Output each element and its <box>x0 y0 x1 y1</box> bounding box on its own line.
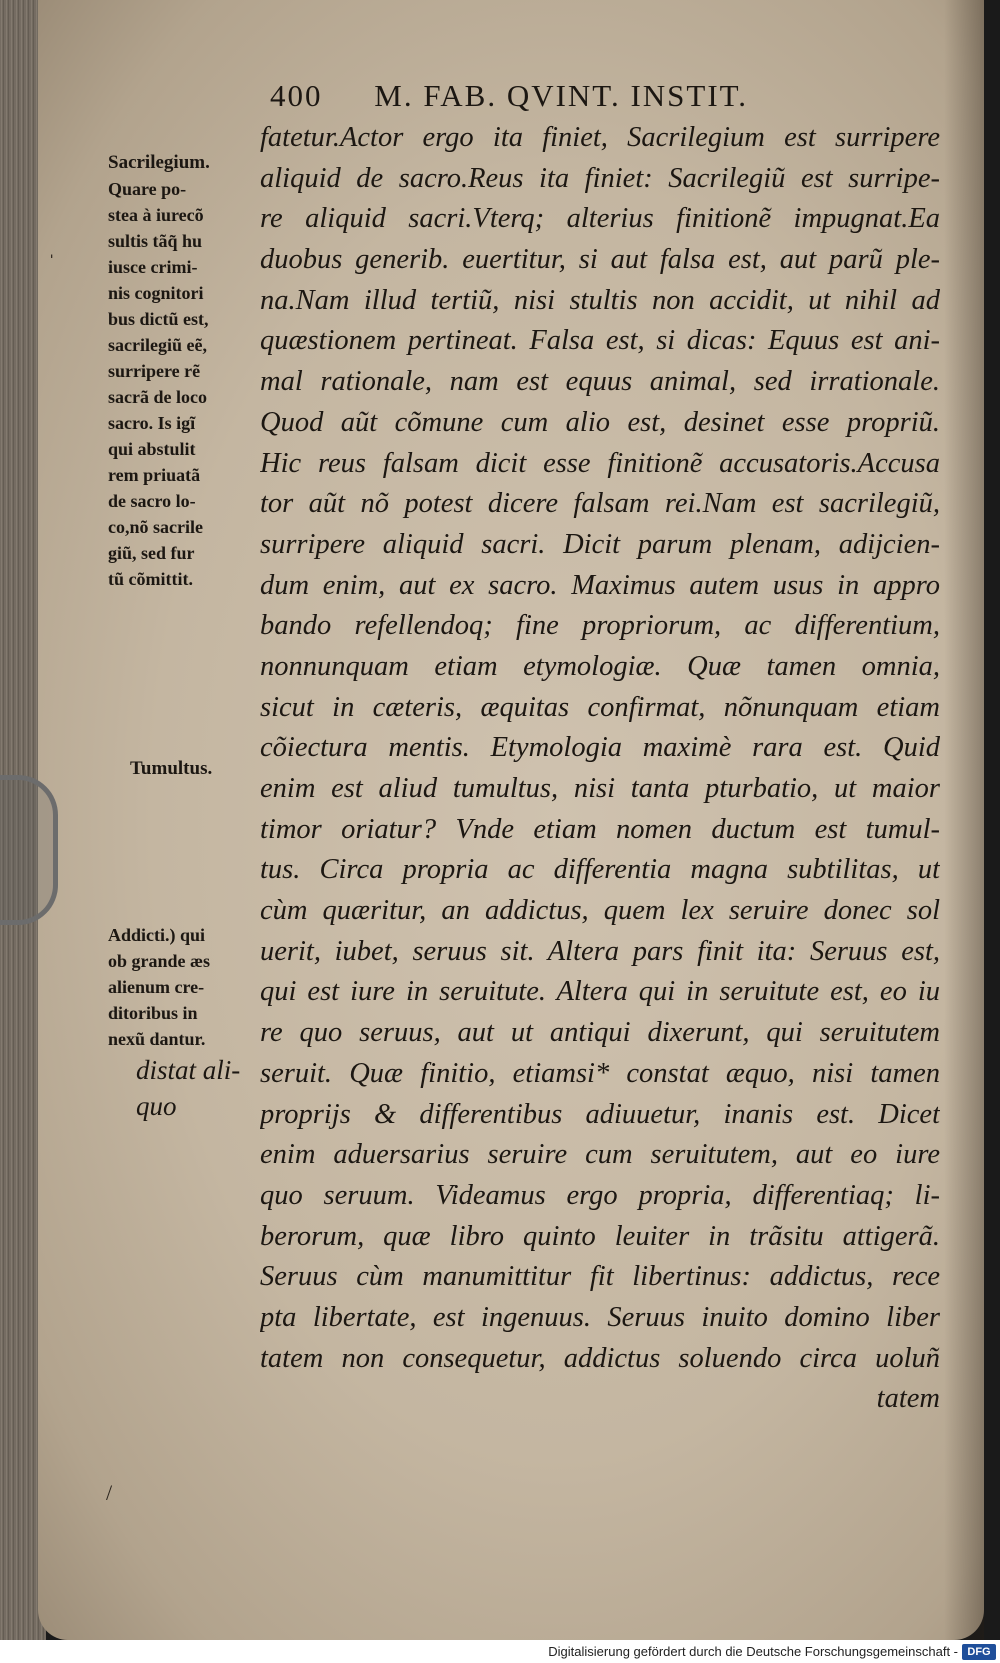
margin-note-line: tũ cõmittit. <box>108 569 193 589</box>
text-line: seruit. Quæ finitio, etiamsi* constat æquo, nisi tamen <box>260 1057 940 1089</box>
text-line: quæstionem pertineat. Falsa est, si dicas: Equus est ani- <box>260 325 940 357</box>
margin-note-line: iusce crimi- <box>108 257 198 277</box>
margin-note-line: ob grande æs <box>108 951 211 971</box>
text-line: berorum, quæ libro quinto leuiter in trãsitu attigerã. <box>260 1220 940 1252</box>
ink-mark: ˈ <box>48 250 56 275</box>
margin-note-heading: Sacrilegium. <box>108 152 210 173</box>
margin-note-line: co,nõ sacrile <box>108 517 203 537</box>
running-title: M. FAB. QVINT. INSTIT. <box>374 78 749 113</box>
text-line: uerit, iubet, seruus sit. Altera pars finit ita: Seruus est, <box>260 935 940 967</box>
footer-credit: Digitalisierung gefördert durch die Deutsche Forschungsgemeinschaft - <box>548 1644 958 1659</box>
text-line: Seruus cùm manumittitur fit libertinus: addictus, rece <box>260 1261 940 1293</box>
margin-note-line: sultis tãq̃ hu <box>108 231 203 251</box>
margin-note-line: sacrã de loco <box>108 387 207 407</box>
margin-note-line: Quare po- <box>108 179 187 199</box>
margin-note-line: ditoribus in <box>108 1003 198 1023</box>
running-head <box>270 78 890 122</box>
text-line: duobus generib. euertitur, si aut falsa est, aut parũ ple- <box>260 244 940 276</box>
margin-note-line: de sacro lo- <box>108 491 196 511</box>
footer-bar <box>0 1640 1000 1663</box>
handwritten-annotation: quo <box>136 1091 177 1121</box>
margin-note-sacrilegium <box>108 150 258 592</box>
text-line: cùm quæritur, an addictus, quem lex seruire donec sol <box>260 895 940 927</box>
gutter-shadow <box>944 0 984 1640</box>
margin-note-tumultus: Tumultus. <box>130 758 213 779</box>
margin-note-line: alienum cre- <box>108 977 205 997</box>
text-line: na.Nam illud tertiũ, nisi stultis non accidit, ut nihil ad <box>260 284 940 316</box>
margin-note-line: rem priuatã <box>108 465 201 485</box>
text-line: Quod aũt cõmune cum alio est, desinet esse propriũ. <box>260 406 940 438</box>
page-number: 400 <box>270 78 323 113</box>
text-line: pta libertate, est ingenuus. Seruus inuito domino liber <box>260 1301 940 1333</box>
text-line: bando refellendoq; fine propriorum, ac differentium, <box>260 610 940 642</box>
text-line: surripere aliquid sacri. Dicit parum plenam, adijcien- <box>260 528 940 560</box>
text-line: re quo seruus, aut ut antiqui dixerunt, qui seruitutem <box>260 1017 940 1049</box>
margin-note-line: nexũ dantur. <box>108 1029 206 1049</box>
margin-note-line: sacro. Is igĩ <box>108 413 196 433</box>
text-line: timor oriatur? Vnde etiam nomen ductum est tumul- <box>260 813 940 845</box>
text-line: sicut in cæteris, æquitas confirmat, nõnunquam etiam <box>260 691 940 723</box>
text-line: dum enim, aut ex sacro. Maximus autem usus in appro <box>260 569 940 601</box>
catchword: tatem <box>876 1383 940 1415</box>
text-line: nonnunquam etiam etymologiæ. Quæ tamen omnia, <box>260 650 940 682</box>
text-line: mal rationale, nam est equus animal, sed irrationale. <box>260 366 940 398</box>
text-line: tatem non consequetur, addictus soluendo circa uoluñ <box>260 1342 940 1374</box>
main-text-block <box>260 118 940 1420</box>
margin-note-line: bus dictũ est, <box>108 309 209 329</box>
text-line: Hic reus falsam dicit esse finitionẽ accusatoris.Accusa <box>260 447 940 479</box>
text-line: qui est iure in seruitute. Altera qui in seruitute est, eo iu <box>260 976 940 1008</box>
margin-note-line: nis cognitori <box>108 283 204 303</box>
margin-note-line: sacrilegiũ eẽ, <box>108 335 207 355</box>
margin-note-line: stea à iurecõ <box>108 205 204 225</box>
margin-note-line: qui abstulit <box>108 439 196 459</box>
text-line: fatetur.Actor ergo ita finiet, Sacrilegium est surripere <box>260 122 940 153</box>
dfg-logo: DFG <box>962 1644 996 1660</box>
handwritten-annotation: distat ali- <box>136 1055 241 1085</box>
margin-note-addictus <box>108 922 258 1124</box>
text-line: re aliquid sacri.Vterq; alterius finitionẽ impugnat.Ea <box>260 203 940 235</box>
text-line: cõiectura mentis. Etymologia maximè rara est. Quid <box>260 732 940 764</box>
text-line: enim aduersarius seruire cum seruitutem, aut eo iure <box>260 1139 940 1171</box>
margin-note-line: surripere rẽ <box>108 361 201 381</box>
text-line: enim est aliud tumultus, nisi tanta pturbatio, ut maior <box>260 773 940 804</box>
margin-note-line: giũ, sed fur <box>108 543 195 563</box>
book-clasp <box>0 775 58 925</box>
text-line: quo seruum. Videamus ergo propria, differentiaq; li- <box>260 1179 940 1211</box>
text-line: proprijs & differentibus adiuuetur, inanis est. Dicet <box>260 1098 940 1130</box>
ink-mark: / <box>106 1480 113 1505</box>
text-line: aliquid de sacro.Reus ita finiet: Sacrilegiũ est surripe- <box>260 162 940 194</box>
text-line: tus. Circa propria ac differentia magna subtilitas, ut <box>260 854 940 886</box>
text-line: tor aũt nõ potest dicere falsam rei.Nam est sacrilegiũ, <box>260 488 940 520</box>
margin-note-line: Addicti.) qui <box>108 925 206 945</box>
